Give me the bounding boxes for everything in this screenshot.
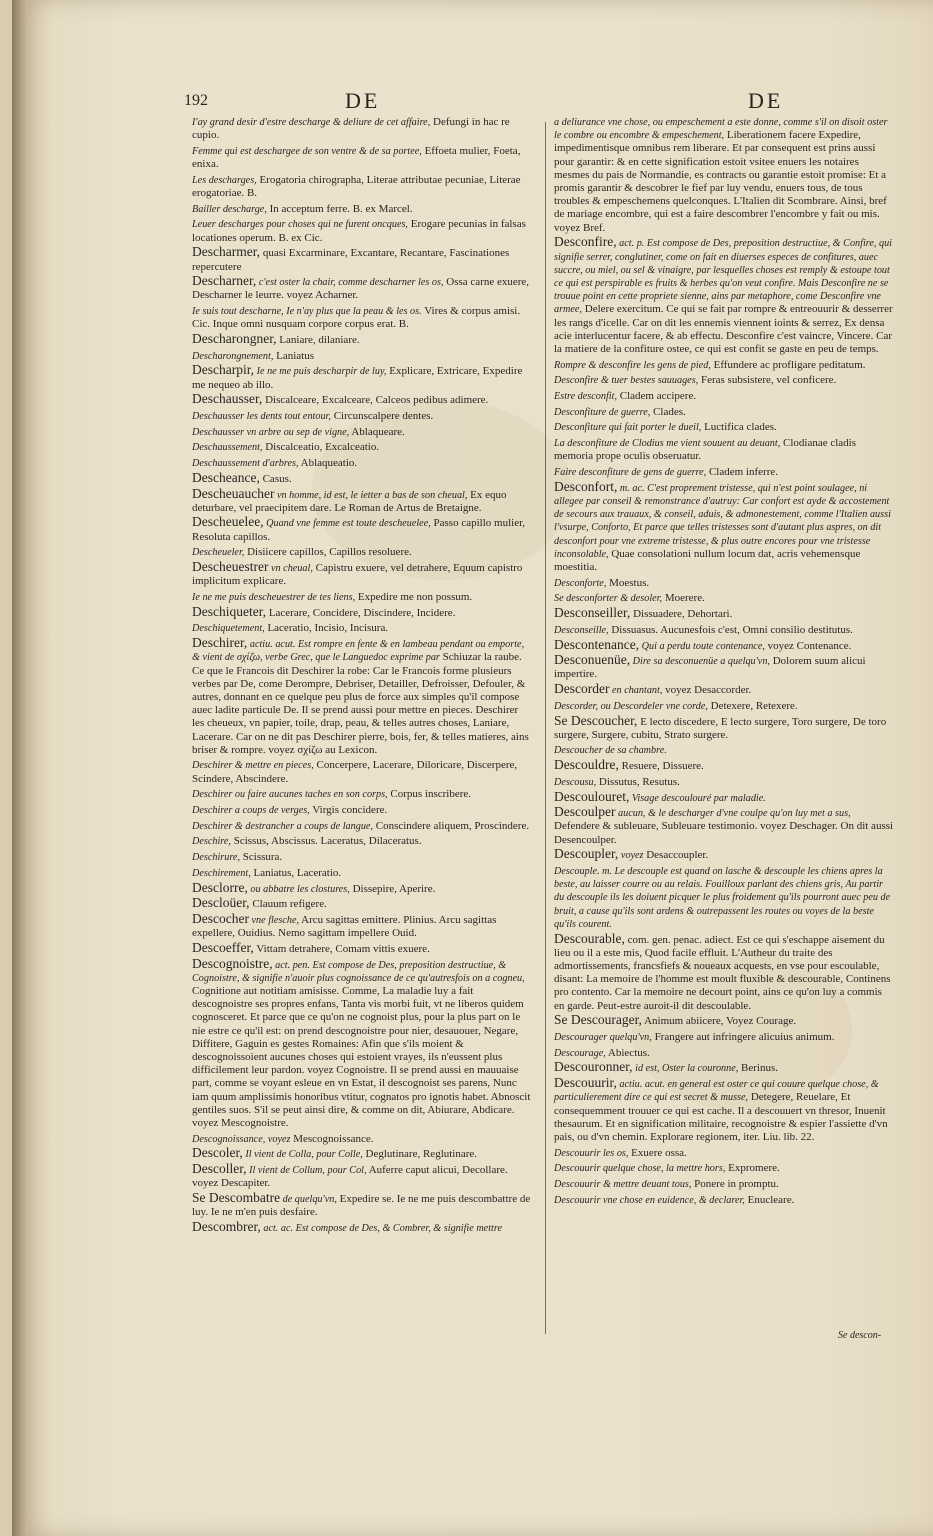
headword: Deschirer, <box>192 635 248 651</box>
dictionary-entry <box>192 833 532 848</box>
latin-gloss: Expedire me non possum. <box>355 591 473 603</box>
french-gloss: Femme qui est deschargee de son ventre & de sa portee, <box>192 145 422 157</box>
dictionary-entry <box>192 348 532 363</box>
dictionary-entry <box>192 424 532 439</box>
french-gloss: vne flesche, <box>248 914 300 926</box>
dictionary-entry <box>192 274 532 302</box>
latin-gloss: Virgis concidere. <box>309 804 388 817</box>
latin-gloss: Laceratio, Incisio, Incisura. <box>264 622 389 635</box>
dictionary-entry <box>192 439 532 454</box>
latin-gloss: Ablaqueare. <box>349 425 405 438</box>
dictionary-entry <box>192 881 532 896</box>
dictionary-entry <box>554 774 894 789</box>
headword: Descharmer, <box>192 244 261 260</box>
headword: Descontenance, <box>554 636 640 652</box>
french-gloss: act. ac. Est compose de Des, & Combrer, & signifie mettre <box>260 1222 502 1234</box>
dictionary-entry <box>192 303 532 331</box>
dictionary-entry <box>192 455 532 470</box>
dictionary-entry <box>554 1076 894 1144</box>
dictionary-entry <box>192 408 532 423</box>
dictionary-entry <box>192 201 532 216</box>
dictionary-entry <box>192 245 532 273</box>
headword: Descheuelee, <box>192 514 264 530</box>
latin-gloss: Passo capillo mulier, Resoluta capillos. <box>192 517 526 543</box>
french-gloss: Descoucher de sa chambre. <box>554 745 667 757</box>
french-gloss: Deschausser les dents tout entour, <box>192 411 331 423</box>
page-number: 192 <box>184 92 208 109</box>
latin-gloss: Luctifica clades. <box>701 421 777 434</box>
latin-gloss: Auferre caput alicui, Decollare. voyez Descapiter. <box>192 1164 508 1190</box>
french-gloss: Deschausser vn arbre ou sep de vigne, <box>192 426 350 438</box>
latin-gloss: Feras subsistere, vel conficere. <box>698 374 837 387</box>
french-gloss: Deschiquetement, <box>192 623 265 635</box>
dictionary-entry <box>192 849 532 864</box>
dictionary-entry <box>192 620 532 635</box>
french-gloss: actiu. acut. Est rompre en fente & en lambeau pendant ou emporte, & vient de σχίζω, verbe Grec, que le Languedoc exprime par <box>192 639 525 664</box>
french-gloss: a deliurance vne chose, ou empeschement a este donne, comme s'il on disoit oster le combre ou encombre & empeschement, <box>554 117 888 142</box>
latin-gloss: Effoeta mulier, Foeta, enixa. <box>192 144 521 171</box>
dictionary-entry <box>192 896 532 911</box>
catchword: Se descon- <box>838 1330 882 1341</box>
french-gloss: id est, Oster la couronne, <box>632 1063 739 1075</box>
dictionary-entry <box>192 757 532 785</box>
running-head-left: DE <box>345 88 381 113</box>
french-gloss: Deschirement, <box>192 867 251 879</box>
latin-gloss: Desaccoupler. <box>643 849 709 862</box>
latin-gloss: Quae consolationi nullum locum dat, acris vehemensque moestitia. <box>554 547 861 573</box>
dictionary-entry <box>554 758 894 773</box>
dictionary-entry <box>554 682 894 697</box>
french-gloss: Descourage, <box>554 1047 606 1059</box>
left-column <box>192 114 532 1236</box>
headword: Desclorre, <box>192 879 248 895</box>
latin-gloss: Conscindere aliquem, Proscindere. <box>372 819 530 832</box>
latin-gloss: Vittam detrahere, Comam vittis exuere. <box>253 942 430 955</box>
dictionary-entry <box>554 698 894 713</box>
headword: Descoulouret, <box>554 788 630 804</box>
dictionary-entry <box>554 419 894 434</box>
latin-gloss: Moestus. <box>606 576 650 589</box>
dictionary-entry <box>554 1160 894 1175</box>
latin-gloss: quasi Excarminare, Excantare, Recantare, Fascinationes repercutere <box>192 247 510 273</box>
latin-gloss: Scissus, Abscissus. Laceratus, Dilaceratus. <box>230 835 422 848</box>
french-gloss: vn homme, id est, le ietter a bas de son cheual, <box>274 489 468 501</box>
latin-gloss: Cladem inferre. <box>706 466 778 479</box>
french-gloss: Desconforte, <box>554 577 607 589</box>
headword: Descheuaucher <box>192 485 275 501</box>
latin-gloss: Explicare, Extricare, Expedire me nequeo ab illo. <box>192 365 523 391</box>
french-gloss: Visage descoulouré par maladie. <box>629 792 766 804</box>
dictionary-entry <box>554 1060 894 1075</box>
headword: Descoupler, <box>554 846 619 862</box>
latin-gloss: Dissepire, Aperire. <box>349 882 436 895</box>
dictionary-entry <box>554 1176 894 1191</box>
french-gloss: Deschirer ou faire aucunes taches en son corps, <box>192 789 388 801</box>
dictionary-entry <box>192 487 532 515</box>
french-gloss: actiu. acut. en general est oster ce qui couure quelque chose, & particulierement dire ce qui est secret & musse, <box>554 1079 879 1104</box>
headword: Se Descoucher, <box>554 712 638 728</box>
headword: Descheuestrer <box>192 559 269 575</box>
headword: Descharner, <box>192 273 257 289</box>
french-gloss: Deschirer a coups de verges, <box>192 805 310 817</box>
latin-gloss: Erogatoria chirographa, Literae attributae pecuniae, Literae erogatoriae. B. <box>192 173 521 200</box>
gutter-shadow <box>12 0 28 1536</box>
french-gloss: Deschirer & mettre en pieces, <box>192 760 314 772</box>
latin-gloss: Vires & corpus amisi. Cic. Inque omni nusquam corpore corpus erat. B. <box>192 305 521 331</box>
headword: Desconseiller, <box>554 605 631 621</box>
latin-gloss: Corpus inscribere. <box>387 788 472 801</box>
french-gloss: Leuer descharges pour choses qui ne furent oncques, <box>192 219 408 231</box>
french-gloss: de quelqu'vn, <box>280 1194 337 1206</box>
french-gloss: Desconseille, <box>554 624 609 636</box>
dictionary-entry <box>554 606 894 621</box>
dictionary-entry <box>192 941 532 956</box>
latin-gloss: Cognitione aut notitiam amisisse. Comme, La maladie luy a fait descognoistre ses propres enfans, Tanta vis morbi fuit, vt ne liberos quidem cognosceret. Et parce que ce qu'on ne cognoist plus, pour la plus part on le nie estre ce qu'il est: on prend descognoistre pour nier, desauouer, Negare, Diffitere, Gaguin es gestes Romaines: Afin que s'ils moient & descognoissoient aucunes choses qui estoient vrayes, ils n'eussent plus difficilement leur pardon. voyez Cognoistre. Il se prend aussi en mauuaise part, comme se voyant esleue en vn Estat, il descognoist ses parens, Nunc iam quum amplissimis honoribus vtitur, cognatos pro ignotis habet. Abnoscit gentiles suos. S'il se peut ainsi dire, & comme on dit, Abiurare, Abdicare. voyez Mescognoistre. <box>192 984 531 1130</box>
french-gloss: Il vient de Collum, pour Col, <box>246 1165 367 1177</box>
latin-gloss: Abiectus. <box>605 1046 650 1059</box>
dictionary-entry <box>192 1162 532 1190</box>
latin-gloss: Expedire se. Ie ne me puis descombattre de luy. Ie ne m'en puis desfaire. <box>192 1193 531 1219</box>
dictionary-entry <box>554 932 894 1013</box>
latin-gloss: Laniatus, Laceratio. <box>250 866 342 879</box>
french-gloss: Descouurir & mettre deuant tous, <box>554 1179 692 1191</box>
latin-gloss: Capistru exuere, vel detrahere, Equum capistro implicitum explicare. <box>192 562 523 588</box>
latin-gloss: E lecto discedere, E lecto surgere, Toro surgere, De toro surgere, Surgere, cubitu, Strato surgere. <box>554 715 887 741</box>
french-gloss: voyez <box>618 850 644 862</box>
latin-gloss: Frangere aut infringere alicuius animum. <box>651 1031 835 1043</box>
french-gloss: Descouple. m. Le descouple est quand on lasche & descouple les chiens apres la beste, au laisser courre ou au relais. Fouilloux parlant des chiens gris, Au partir du descouple ils les doiuent picquer le plus froidement qu'ils pourront auec peu de bruit, a cause qu'ils sont ardens & outrepassent les routes ou voyes de la beste qu'ils courent. <box>554 866 891 930</box>
french-gloss: Descouurir les os, <box>554 1147 629 1159</box>
dictionary-entry <box>192 392 532 407</box>
latin-gloss: Ex equo deturbare, vel praecipitem dare. Le Roman de Artus de Bretaigne. <box>192 488 507 514</box>
latin-gloss: Lacerare, Concidere, Discindere, Incidere. <box>266 606 456 619</box>
latin-gloss: Detegere, Reuelare, Et consequemment trouuer ce qui est cache. Il a descouuert vn thresor, Inuenit thesaurum. Et en signification militaire, recognoistre & espier l'assiette d'vn pais, ou d'vn chemin. Explorare regionem, iter. Liu. lib. 22. <box>554 1091 888 1143</box>
french-gloss: Ie ne me puis descharpir de luy, <box>254 366 387 378</box>
french-gloss: Se desconforter & desoler, <box>554 593 663 605</box>
french-gloss: Estre desconfit, <box>554 391 617 403</box>
dictionary-entry <box>554 1145 894 1160</box>
dictionary-entry <box>554 622 894 637</box>
latin-gloss: In acceptum ferre. B. ex Marcel. <box>266 202 413 215</box>
latin-gloss: Schiuzar la raube. Ce que le Francois dit Deschirer la robe: Car le Francois forme plusieurs verbes par De, come Derompre, Debriser, Detailler, Defroisser, Defouler, & autres, donnant en ce quelque peu plus de force aux simples qu'il compose auec ladite particule De. Il se prend aussi pour mettre en pieces. Deschirer les cheueux, vn papier, toile, drap, peau, & telles autres choses, Laniare, Lacerare. Car on ne dit pas Deschirer pierre, bois, fer, & telles matieres, ains briser & rompre. voyez σχίζω au Lexicon. <box>192 651 529 756</box>
dictionary-entry <box>554 404 894 419</box>
french-gloss: Faire desconfiture de gens de guerre, <box>554 467 707 479</box>
french-gloss: Dire sa desconuenüe a quelqu'vn, <box>630 656 770 668</box>
french-gloss: La desconfiture de Clodius me vient souuent au deuant, <box>554 438 781 450</box>
latin-gloss: Scissura. <box>240 851 283 864</box>
dictionary-entry <box>192 172 532 200</box>
dictionary-entry <box>554 1045 894 1060</box>
dictionary-entry <box>192 802 532 817</box>
latin-gloss: com. gen. penac. adiect. Est ce qui s'eschappe aisement du lieu ou il a este mis, Quod facile effluit. L'Autheur du traite des admortissements, francsfiefs & noueaux acquests, en vse pour escoulable, disant: La memoire de l'homme est moult fluxible & descourable, Continens pro contento. Car la memoire ne decourt point, ains ce qu'on luy a commis en garde. Peut-estre auroit-il dit descoulable. <box>554 933 891 1012</box>
latin-gloss: voyez Contenance. <box>764 639 852 652</box>
latin-gloss: Discalceatio, Excalceatio. <box>262 441 380 454</box>
headword: Descoller, <box>192 1161 247 1177</box>
dictionary-entry <box>554 742 894 757</box>
headword: Descharpir, <box>192 362 255 378</box>
french-gloss: Descharongnement, <box>192 350 274 362</box>
latin-gloss: Animum abiicere, Voyez Courage. <box>641 1015 797 1028</box>
french-gloss: Deschirure, <box>192 852 241 864</box>
headword: Desconuenüe, <box>554 652 631 668</box>
dictionary-entry <box>192 143 532 171</box>
french-gloss: Descousu, <box>554 776 597 788</box>
latin-gloss: Delere exercitum. Ce qui se fait par rompre & entreouurir & desserrer les rangs d'icelle. Car on dit les ennemis viennent ioints & serrez, Ex densa acie interlucentur facere, & ab effectu. Desconfire c'est vaincre, Vincere. Car la matiere de la confiture ostee, ce qui est confit se gaste en peu de temps. <box>554 303 893 355</box>
dictionary-entry <box>192 912 532 940</box>
dictionary-entry <box>192 957 532 1131</box>
french-gloss: act. pen. Est compose de Des, preposition destructiue, & Cognoistre, & signifie n'auoir plus cognoissance de ce qu'autresfois on a cogneu, <box>192 959 525 984</box>
latin-gloss: Mescognoissance. <box>290 1132 374 1145</box>
headword: Desconfire, <box>554 234 617 250</box>
dictionary-entry <box>554 435 894 463</box>
french-gloss: Descheueler, <box>192 547 245 559</box>
right-column <box>554 114 894 1207</box>
french-gloss: Descorder, ou Descordeler vne corde, <box>554 700 708 712</box>
latin-gloss: Ablaqueatio. <box>298 457 358 470</box>
headword: Descoeffer, <box>192 939 254 955</box>
latin-gloss: Detexere, Retexere. <box>707 699 798 712</box>
headword: Descouurir, <box>554 1075 617 1091</box>
dictionary-entry <box>192 515 532 543</box>
dictionary-entry <box>192 332 532 347</box>
french-gloss: Deschaussement d'arbres, <box>192 458 299 470</box>
headword: Descharongner, <box>192 331 277 347</box>
running-head-right: DE <box>748 88 784 113</box>
dictionary-entry <box>192 560 532 588</box>
dictionary-entry <box>554 790 894 805</box>
latin-gloss: Laniatus <box>273 349 315 362</box>
dictionary-entry <box>554 372 894 387</box>
latin-gloss: Enucleare. <box>744 1193 795 1206</box>
dictionary-entry <box>192 605 532 620</box>
headword: Descouronner, <box>554 1059 633 1075</box>
dictionary-entry <box>554 1192 894 1207</box>
dictionary-entry <box>554 388 894 403</box>
latin-gloss: Ossa carne exuere, Descharner le leurre. voyez Acharner. <box>192 276 530 302</box>
french-gloss: Il vient de Colla, pour Colle, <box>242 1149 363 1161</box>
french-gloss: I'ay grand desir d'estre descharge & deliure de cet affaire, <box>192 117 431 128</box>
headword: Se Descourager, <box>554 1012 642 1028</box>
latin-gloss: Effundere ac profligare peditatum. <box>710 358 866 371</box>
latin-gloss: Liberationem facere Expedire, impedimentisque omnibus rem liberare. Et par consequent est prins aussi pour garantir: & en cette signification estoit vsitee enuers les notaires mesmes du pais de Normandie, es contracts ou garantie estoit promise: Et a promis garantir & descobrer le fief par luy vendu, enuers tous, de tous troubles & empeschemens quelconques. L'Italien dit Scombrare. Ainsi, bref de mariage encombre, qui est a faire descombrer l'encombre y fait ou mis. voyez Bref. <box>554 129 887 234</box>
dictionary-entry <box>192 1131 532 1146</box>
french-gloss: Quand vne femme est toute descheuelee, <box>263 518 431 530</box>
dictionary-entry <box>554 714 894 742</box>
headword: Descoulper <box>554 804 616 820</box>
latin-gloss: Arcu sagittas emittere. Plinius. Arcu sagittas expellere, Ouidius. Nemo sagittam impellere Ouid. <box>192 913 497 940</box>
headword: Descoler, <box>192 1145 243 1161</box>
dictionary-entry <box>554 847 894 862</box>
latin-gloss: Berinus. <box>738 1062 779 1075</box>
french-gloss: Descouurir vne chose en euidence, & declarer, <box>554 1194 745 1206</box>
latin-gloss: Defendere & subleuare, Subleuare testimonio. voyez Deschager. On dit aussi Desencoulper. <box>554 820 894 846</box>
dictionary-entry <box>192 363 532 391</box>
dictionary-entry <box>554 805 894 847</box>
french-gloss: Desconfiture qui fait porter le dueil, <box>554 422 702 434</box>
latin-gloss: Dissuasus. Aucunesfois c'est, Omni consilio destitutus. <box>608 623 853 636</box>
latin-gloss: Laniare, dilaniare. <box>276 334 360 347</box>
dictionary-entry <box>554 480 894 574</box>
dictionary-entry <box>554 653 894 681</box>
latin-gloss: Moerere. <box>662 592 705 605</box>
dictionary-entry <box>554 357 894 372</box>
headword: Descocher <box>192 910 249 926</box>
dictionary-entry <box>554 1013 894 1028</box>
french-gloss: Ie suis tout descharne, Ie n'ay plus que la peau & les os. <box>192 306 422 318</box>
french-gloss: ou abbatre les clostures, <box>247 883 350 895</box>
dictionary-entry <box>192 114 532 142</box>
dictionary-entry <box>554 575 894 590</box>
dictionary-entry <box>192 1146 532 1161</box>
french-gloss: en chantant, <box>609 685 663 697</box>
latin-gloss: Exuere ossa. <box>628 1146 687 1159</box>
latin-gloss: Clauum refigere. <box>249 898 327 911</box>
french-gloss: Descognoissance, voyez <box>192 1133 291 1145</box>
french-gloss: vn cheual, <box>268 563 313 575</box>
headword: Descloüer, <box>192 895 250 911</box>
headword: Deschausser, <box>192 391 263 407</box>
french-gloss: act. p. Est compose de Des, preposition destructiue, & Confire, qui signifie serrer, conglutiner, come on fait en diuerses especes de confitures, auec succre, ou miel, ou sel & vinaigre, par lesquelles choses est remply & estoupe tout ce qui est perspirable es fruits & herbes qu'on veut confire. Mais Desconfire ne se trouue point en cette propriete sienne, ains par metaphore, come Desconfire vne armee, <box>554 238 893 316</box>
french-gloss: Qui a perdu toute contenance, <box>639 640 765 652</box>
dictionary-entry <box>192 216 532 244</box>
dictionary-entry <box>192 1220 532 1235</box>
dictionary-entry <box>192 786 532 801</box>
french-gloss: Ie ne me puis descheuestrer de tes liens, <box>192 592 356 603</box>
headword: Descouldre, <box>554 757 619 773</box>
headword: Descognoistre, <box>192 955 273 971</box>
dictionary-entry <box>192 471 532 486</box>
headword: Descheance, <box>192 469 260 485</box>
french-gloss: Deschirer & destrancher a coups de langue, <box>192 820 373 832</box>
dictionary-entry <box>554 235 894 356</box>
dictionary-entry <box>554 863 894 931</box>
latin-gloss: Clodianae cladis memoria prope oculis obseruatur. <box>554 437 857 463</box>
latin-gloss: Dolorem suum alicui impertire. <box>554 655 866 681</box>
latin-gloss: Expromere. <box>725 1162 780 1175</box>
dictionary-entry <box>192 544 532 559</box>
latin-gloss: Ponere in promptu. <box>691 1178 779 1191</box>
headword: Descorder <box>554 681 610 697</box>
dictionary-entry <box>192 589 532 604</box>
latin-gloss: Cladem accipere. <box>617 390 697 403</box>
latin-gloss: Circunscalpere dentes. <box>330 410 434 423</box>
dictionary-entry <box>192 636 532 757</box>
latin-gloss: Casus. <box>259 472 292 485</box>
french-gloss: Les descharges, <box>192 174 257 186</box>
dictionary-entry <box>554 638 894 653</box>
latin-gloss: Erogare pecunias in falsas locationes operum. B. ex Cic. <box>192 218 526 244</box>
french-gloss: Desconfire & tuer bestes sauuages, <box>554 375 699 387</box>
dictionary-entry <box>554 114 894 235</box>
dictionary-entry <box>554 464 894 479</box>
french-gloss: Rompre & desconfire les gens de pied, <box>554 359 711 371</box>
dictionary-entry <box>192 1191 532 1219</box>
french-gloss: Deschaussement, <box>192 442 263 454</box>
latin-gloss: Discalceare, Excalceare, Calceos pedibus adimere. <box>262 394 489 407</box>
french-gloss: Bailler descharge, <box>192 203 267 215</box>
latin-gloss: Clades. <box>650 405 686 418</box>
french-gloss: Desconfiture de guerre, <box>554 406 651 418</box>
dictionary-entry <box>554 1029 894 1044</box>
latin-gloss: Concerpere, Lacerare, Diloricare, Discerpere, Scindere, Abscindere. <box>192 759 518 785</box>
dictionary-entry <box>192 818 532 833</box>
french-gloss: Deschire, <box>192 836 231 848</box>
french-gloss: m. ac. C'est proprement tristesse, qui n'est point soulagee, ni allegee par conseil & remonstrance d'autruy: Car confort est ayde & accostement de secours aux trauaux, & conseil, aduis, & admonestement, comme l'Italien aussi l'vsurpe, Conforto, Et parce que telles tristesses sont d'autant plus aspres, on dit desconfort pour vne extreme tristesse, & plus outre encores pour vne tristesse inconsolable, <box>554 482 891 560</box>
headword: Descourable, <box>554 930 625 946</box>
headword: Desconfort, <box>554 478 618 494</box>
latin-gloss: Dissutus, Resutus. <box>596 775 680 788</box>
french-gloss: Descouurir quelque chose, la mettre hors, <box>554 1163 726 1175</box>
headword: Descombrer, <box>192 1218 261 1234</box>
french-gloss: c'est oster la chair, comme descharner les os, <box>256 277 444 289</box>
dictionary-entry <box>192 865 532 880</box>
latin-gloss: voyez Desaccorder. <box>662 684 752 697</box>
latin-gloss: Disiicere capillos, Capillos resoluere. <box>244 546 412 559</box>
latin-gloss: Dissuadere, Dehortari. <box>630 608 733 621</box>
latin-gloss: Resuere, Dissuere. <box>618 760 704 773</box>
french-gloss: aucun, & le descharger d'vne coulpe qu'on luy met a sus, <box>615 808 851 820</box>
headword: Se Descombatre <box>192 1190 281 1206</box>
dictionary-entry <box>554 590 894 605</box>
latin-gloss: Deglutinare, Reglutinare. <box>362 1148 478 1161</box>
column-divider <box>545 122 546 1334</box>
latin-gloss: Defungi in hac re cupio. <box>192 116 510 142</box>
french-gloss: Descourager quelqu'vn, <box>554 1032 652 1043</box>
headword: Deschiqueter, <box>192 603 267 619</box>
